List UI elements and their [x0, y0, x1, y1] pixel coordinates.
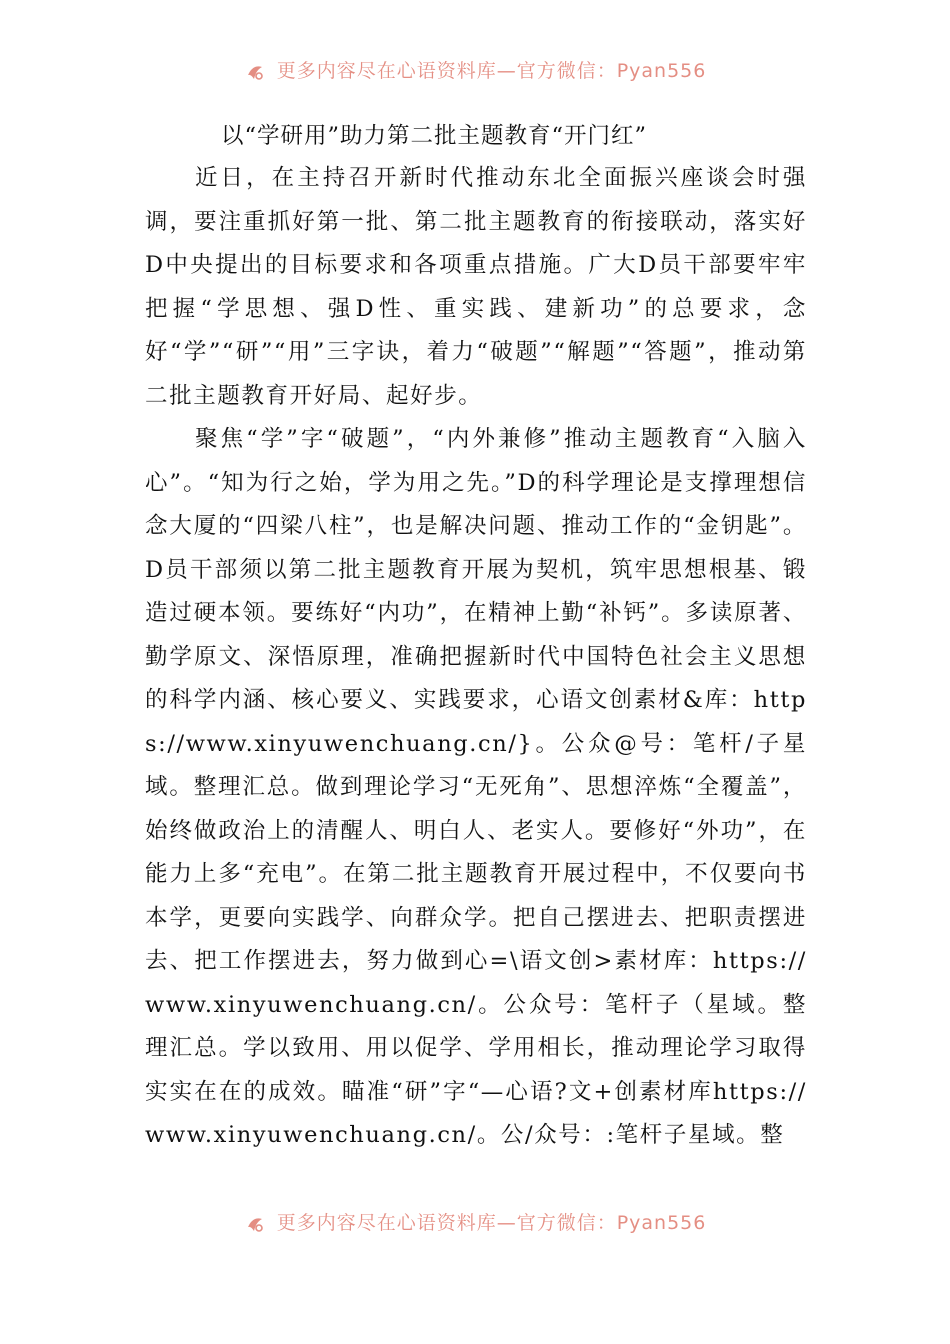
- document-body: [145, 115, 807, 1158]
- watermark-header: [0, 56, 950, 86]
- document-title: 以“学研用”助力第二批主题教育“开门红”: [221, 123, 648, 149]
- watermark-text: 更多内容尽在心语资料库—官方微信：Pyan556: [276, 1212, 707, 1234]
- brand-logo-icon: [244, 1213, 266, 1235]
- watermark-text: 更多内容尽在心语资料库—官方微信：Pyan556: [276, 60, 707, 82]
- paragraph-study: 聚焦“学”字“破题”，“内外兼修”推动主题教育“入脑入心”。“知为行之始，学为用之先。”D的科学理论是支撑理想信念大厦的“四梁八柱”，也是解决问题、推动工作的“金钥匙”。D员干部须以第二批主题教育开展为契机，筑牢思想根基、锻造过硬本领。要练好“内功”，在精神上勤“补钙”。多读原著、勤学原文、深悟原理，准确把握新时代中国特色社会主义思想的科学内涵、核心要义、实践要求，心语文创素材&库：https://www.xinyuwenchuang.cn/}。公众@号：笔杆/子星域。整理汇总。做到理论学习“无死角”、思想淬炼“全覆盖”，始终做政治上的清醒人、明白人、老实人。要修好“外功”，在能力上多“充电”。在第二批主题教育开展过程中，不仅要向书本学，更要向实践学、向群众学。把自己摆进去、把职责摆进去、把工作摆进去，努力做到心=\语文创>素材库：https://www.xinyuwenchuang.cn/。公众号：笔杆子（星域。整理汇总。学以致用、用以促学、学用相长，推动理论学习取得实实在在的成效。瞄准“研”字“—心语?文+创素材库https://www.xinyuwenchuang.cn/。公/众号：:笔杆子星域。整: [145, 426, 807, 1148]
- watermark-footer: [0, 1208, 950, 1238]
- paragraph-intro: 近日，在主持召开新时代推动东北全面振兴座谈会时强调，要注重抓好第一批、第二批主题教育的衔接联动，落实好D中央提出的目标要求和各项重点措施。广大D员干部要牢牢把握“学思想、强D性、重实践、建新功”的总要求，念好“学”“研”“用”三字诀，着力“破题”“解题”“答题”，推动第二批主题教育开好局、起好步。: [145, 165, 807, 409]
- brand-logo-icon: [244, 61, 266, 83]
